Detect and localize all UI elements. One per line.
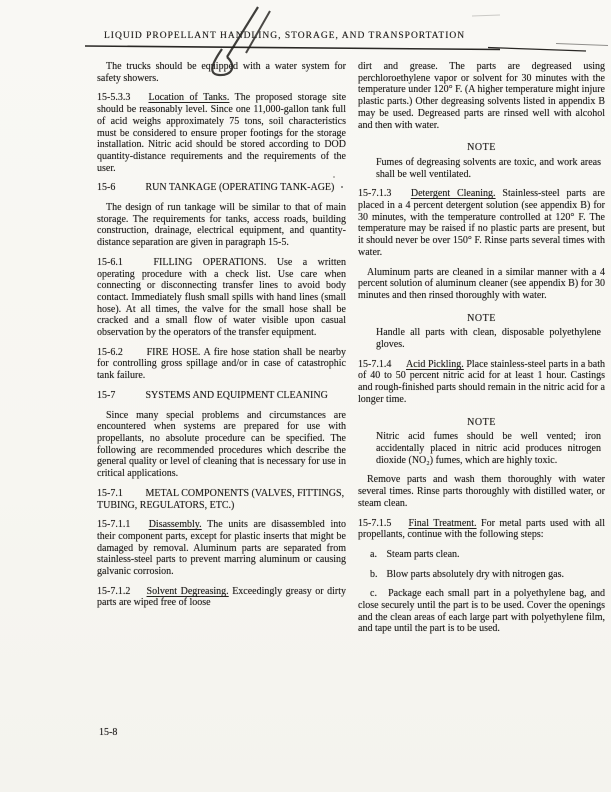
note-text: Handle all parts with clean, disposable polyethylene gloves. (376, 327, 601, 351)
heading-text: METAL COMPONENTS (VALVES, FITTINGS, TUBING, REGULATORS, ETC.) (97, 487, 345, 511)
note-heading (358, 313, 605, 325)
paragraph-text: The design of run tankage will be similar to that of main storage. The requirements for tanks, access roads, building construction, drainage, electrical equipment, and quantity-distance separation are given in paragraph 15-5. (97, 202, 346, 249)
section-number: 15-6.1 (97, 256, 123, 268)
list-marker: b. (370, 568, 378, 580)
paragraph-text: Aluminum parts are cleaned in a similar manner with a 4 percent solution of aluminum cleaner (see appendix B) for 30 minutes and then rinsed thoroughly with water. (358, 266, 605, 301)
right-column (358, 61, 605, 635)
left-column (97, 61, 346, 609)
note-nitric-acid-fumes (376, 431, 601, 466)
section-number: 15-7.1 (97, 487, 123, 499)
section-title: Final Treatment. (408, 517, 477, 529)
section-number: 15-7.1.3 (358, 188, 392, 200)
section-15-7-1-1-disassembly (97, 519, 346, 578)
page-number: 15-8 (99, 727, 118, 738)
list-text: Steam parts clean. (386, 548, 460, 560)
section-15-6-1-filling-operations (97, 257, 346, 339)
section-title: Location of Tanks. (148, 92, 230, 104)
list-item-a (358, 549, 605, 561)
section-15-6-2-fire-hose (97, 347, 346, 382)
paragraph-text: dirt and grease. The parts are degreased using perchloroethylene vapor or solvent for 30 minutes with the temperature under 120° F. (A higher temperature might injure plastic parts.) Other degreasing solvents listed in appendix B may be used. Degreased parts are rinsed well with alcohol and then with water. (358, 61, 605, 131)
section-text: Use a written operating procedure with a check list. Use care when connecting or disconnecting transfer lines to avoid body contact. Immediately flush small spills with hand lines (small hose). At all times, the valve for the small hose shall be cracked and a small flow of water visible upon casual observation by the operators of the transfer equipment. (97, 256, 346, 339)
section-15-5-3-3-location-of-tanks (97, 92, 346, 174)
paragraph-run-tankage-design (97, 202, 346, 249)
section-number: 15-7 (97, 389, 116, 401)
section-text: The proposed storage site should be reasonably level. Since one 11,000-gallon tank full of acid weighs approximately 75 tons, soil characteristics must be considered to ensure proper footings for the storage installation. Nitric acid should be stored according to DOD quantity-distance requirements and the requirements of the user. (97, 92, 347, 174)
section-number: 15-5.3.3 (97, 92, 131, 104)
section-title: Detergent Cleaning. (410, 188, 496, 200)
header-rule (85, 46, 500, 50)
paragraph-trucks (97, 61, 346, 84)
section-text: Stainless-steel parts are placed in a 4 percent detergent solution (see appendix B) for 30 minutes, with the temperature controlled at 120° F. The temperature may be raised if no plastic parts are present, but it should never be over 150° F. Rinse parts several times with water. (358, 188, 605, 258)
paragraph-dirt-and-grease (358, 61, 605, 131)
header-rule-segment (488, 48, 586, 52)
note-heading (358, 142, 605, 154)
list-item-c (358, 588, 605, 635)
list-item-b (358, 569, 605, 581)
scan-smudge (472, 15, 500, 16)
section-number: 15-7.1.4 (358, 358, 392, 370)
list-text: Blow parts absolutely dry with nitrogen gas. (386, 568, 564, 580)
section-15-7-1-3-detergent-cleaning (358, 188, 605, 258)
section-15-7-1-2-solvent-degreasing (97, 586, 346, 609)
section-text: A fire hose station shall be nearby for controlling gross spillage and/or in case of catastrophic tank failure. (97, 346, 346, 382)
list-marker: c. (370, 588, 377, 600)
section-title: FILLING OPERATIONS. (153, 256, 267, 268)
section-number: 15-6 (97, 182, 116, 194)
section-number: 15-7.1.5 (358, 517, 392, 529)
pen-mark (227, 7, 258, 57)
section-15-7-1-4-acid-pickling (358, 359, 605, 406)
scan-speck (341, 186, 343, 188)
heading-text: RUN TANKAGE (OPERATING TANK-AGE) (145, 182, 335, 194)
paragraph-special-problems (97, 410, 346, 480)
list-text: Package each small part in a polyethylene bag, and close securely until the part is to be used. Cover the openings and the clean areas of each large part with polyethylene film, and tape until the part is to be used. (358, 588, 606, 635)
section-title: Acid Pickling. (405, 358, 464, 370)
note-fumes-degreasing (376, 157, 601, 180)
paragraph-text: Since many special problems and circumstances are encountered when systems are prepared for use with propellants, no absolute procedure can be specified. The following are recommended procedures which describe the general quality or level of cleaning that is necessary for use in critical applications. (97, 409, 346, 480)
heading-15-7-1-metal-components (97, 488, 346, 511)
section-number: 15-7.1.1 (97, 519, 131, 531)
section-number: 15-7.1.2 (97, 585, 131, 597)
scan-speck (333, 176, 335, 178)
page-header-title: LIQUID PROPELLANT HANDLING, STORAGE, AND TRANSPORTATION (104, 31, 466, 41)
list-marker: a. (370, 548, 377, 560)
note-label: NOTE (467, 142, 496, 154)
heading-15-7-systems-and-equipment-cleaning (97, 390, 346, 402)
note-text: Fumes of degreasing solvents are toxic, and work areas shall be well ventilated. (376, 156, 601, 180)
heading-15-6-run-tankage (97, 182, 346, 194)
section-title: Disassembly. (148, 519, 202, 531)
section-text: The units are disassembled into their component parts, except for plastic inserts that might be damaged by removal. Aluminum parts are separated from stainless-steel parts to prevent marring aluminum or causing galvanic corrosion. (97, 519, 346, 578)
section-title: FIRE HOSE. (146, 346, 201, 358)
paragraph-text: Remove parts and wash them thoroughly with water several times. Rinse parts thoroughly with distilled water, or steam clean. (358, 474, 605, 509)
note-handle-parts (376, 327, 601, 350)
paragraph-aluminum-parts (358, 267, 605, 302)
section-number: 15-6.2 (97, 346, 123, 358)
paragraph-text: The trucks should be equipped with a water system for safety showers. (97, 61, 346, 84)
note-heading (358, 417, 605, 429)
heading-text: SYSTEMS AND EQUIPMENT CLEANING (145, 389, 328, 401)
section-title: Solvent Degreasing. (146, 585, 229, 597)
section-15-7-1-5-final-treatment (358, 518, 605, 541)
section-text: For metal parts used with all propellants, continue with the following steps: (358, 517, 605, 541)
paragraph-remove-parts (358, 474, 605, 509)
note-label: NOTE (467, 416, 496, 428)
section-text: Place stainless-steel parts in a bath of 40 to 50 percent nitric acid for at least 1 hour. Castings and rough-finished parts should remain in the nitric acid for a longer time. (358, 358, 605, 405)
section-text: Exceedingly greasy or dirty parts are wiped free of loose (97, 585, 347, 609)
header-rule-edge (556, 44, 608, 46)
note-label: NOTE (467, 312, 496, 324)
note-text: Nitric acid fumes should be well vented; iron accidentally placed in nitric acid produces nitrogen dioxide (NO₂) fumes, which are highly toxic. (376, 431, 601, 466)
